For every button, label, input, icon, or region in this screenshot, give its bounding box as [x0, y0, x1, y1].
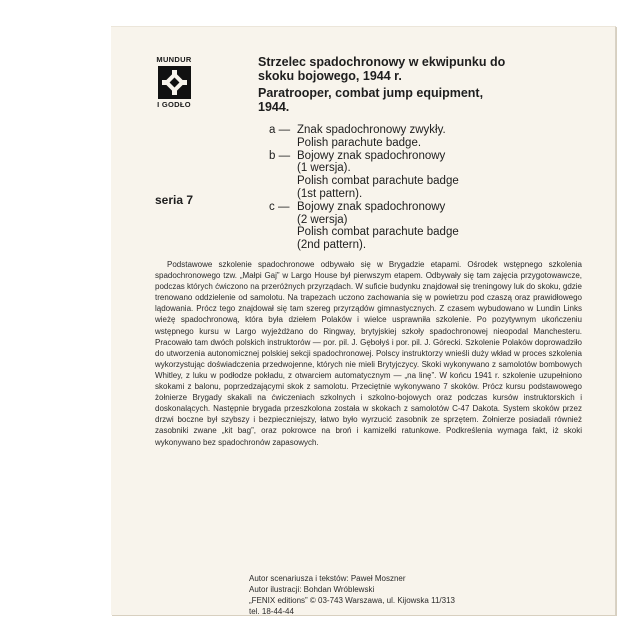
badge-letter: a —	[269, 124, 291, 136]
badge-list	[269, 124, 519, 252]
badge-description: Bojowy znak spadochronowy (1 wersja). Polish combat parachute badge (1st pattern).	[297, 149, 459, 200]
credit-line: „FENIX editions” © 03-743 Warszawa, ul. Kijowska 11/313	[249, 596, 455, 605]
credit-line: tel. 18-44-44	[249, 607, 294, 616]
badge-description: Znak spadochronowy zwykły. Polish parachute badge.	[297, 124, 446, 149]
credit-line: Autor ilustracji: Bohdan Wróblewski	[249, 585, 375, 594]
logo-text-bottom: I GODŁO	[157, 100, 191, 109]
logo-text-top: MUNDUR	[156, 55, 192, 64]
badge-description: Bojowy znak spadochronowy (2 wersja) Polish combat parachute badge (2nd pattern).	[297, 200, 459, 252]
body-paragraph: Podstawowe szkolenie spadochronowe odbywało się w Brygadzie etapami. Ośrodek wstępnego szkolenia spadochronowego tzw. „Małpi Gaj” w Largo House był pierwszym etapem. Odbywały się tam zajęcia przygotowawcze, podczas których ćwiczono na przeróżnych przyrządach. W suficie budynku znajdował się treningowy luk do skoku, gdzie trenowano oddzielenie od samolotu. Na trapezach uczono zachowania się w powietrzu pod czaszą oraz prawidłowego lądowania. Prócz tego znajdował się tam szereg przyrządów gimnastycznych. Z czasem wybudowano w Lundin Links wieżę spadochronową, która była dziełem Polaków i wielce usprawniła szkolenie. Po pozytywnym ukończeniu wstępnego kursu w Largo wyjeżdżano do Ringway, brytyjskiej szkoły spadochronowej nieopodal Manchesteru. Pracowało tam dwóch polskich instruktorów — por. pil. J. Gębołyś i por. pil. J. Górecki. Szkolenie Polaków doprowadziło do utworzenia autonomicznej polskiej sekcji spadochronowej. Polscy instruktorzy wnieśli duży wkład w proces szkolenia wykorzystując doświadczenia przedwojenne, których nie mieli Brytyjczycy. Skoki wykonywano z samolotów bombowych Whitley, z luku w podłodze pokładu, z otwarciem automatycznym — „na linę”. W końcu 1941 r. szkolenie uzupełniono skokami z balonu, poprzedzającymi skok z samolotu. Przeciętnie wykonywano 7 skoków. Prócz kursu podstawowego żołnierze Brygady skakali na ćwiczeniach szkolnych i szkolno-bojowych oraz podczas kursów instruktorskich i doskonalących. Następnie brygada przeszkolona została w skokach z samolotów C-47 Dakota. System skoków przez drzwi boczne był szybszy i bezpieczniejszy, łatwo było wyrzucić zasobnik ze sprzętem. Żołnierze posiadali również zasobniki zwane „kit bag”, oraz pokrowce na broń i kamizelki ratunkowe. Podkreślenia wymaga fakt, iż skoki wykonywano bez spadochronów zapasowych.	[155, 260, 582, 447]
credits	[249, 573, 455, 617]
cross-emblem-icon	[158, 66, 191, 99]
badge-item-c	[269, 201, 519, 252]
credit-line: Autor scenariusza i tekstów: Paweł Moszner	[249, 574, 406, 583]
badge-item-b	[269, 150, 519, 201]
postcard	[111, 26, 616, 615]
mundur-i-godlo-logo	[152, 55, 196, 109]
badge-letter: c —	[269, 200, 290, 213]
badge-item-a	[269, 124, 519, 150]
title-polish: Strzelec spadochronowy w ekwipunku do skoku bojowego, 1944 r.	[258, 55, 506, 83]
badge-letter: b —	[269, 149, 291, 162]
series-label: seria 7	[155, 193, 194, 207]
title-english: Paratrooper, combat jump equipment, 1944.	[258, 86, 484, 114]
